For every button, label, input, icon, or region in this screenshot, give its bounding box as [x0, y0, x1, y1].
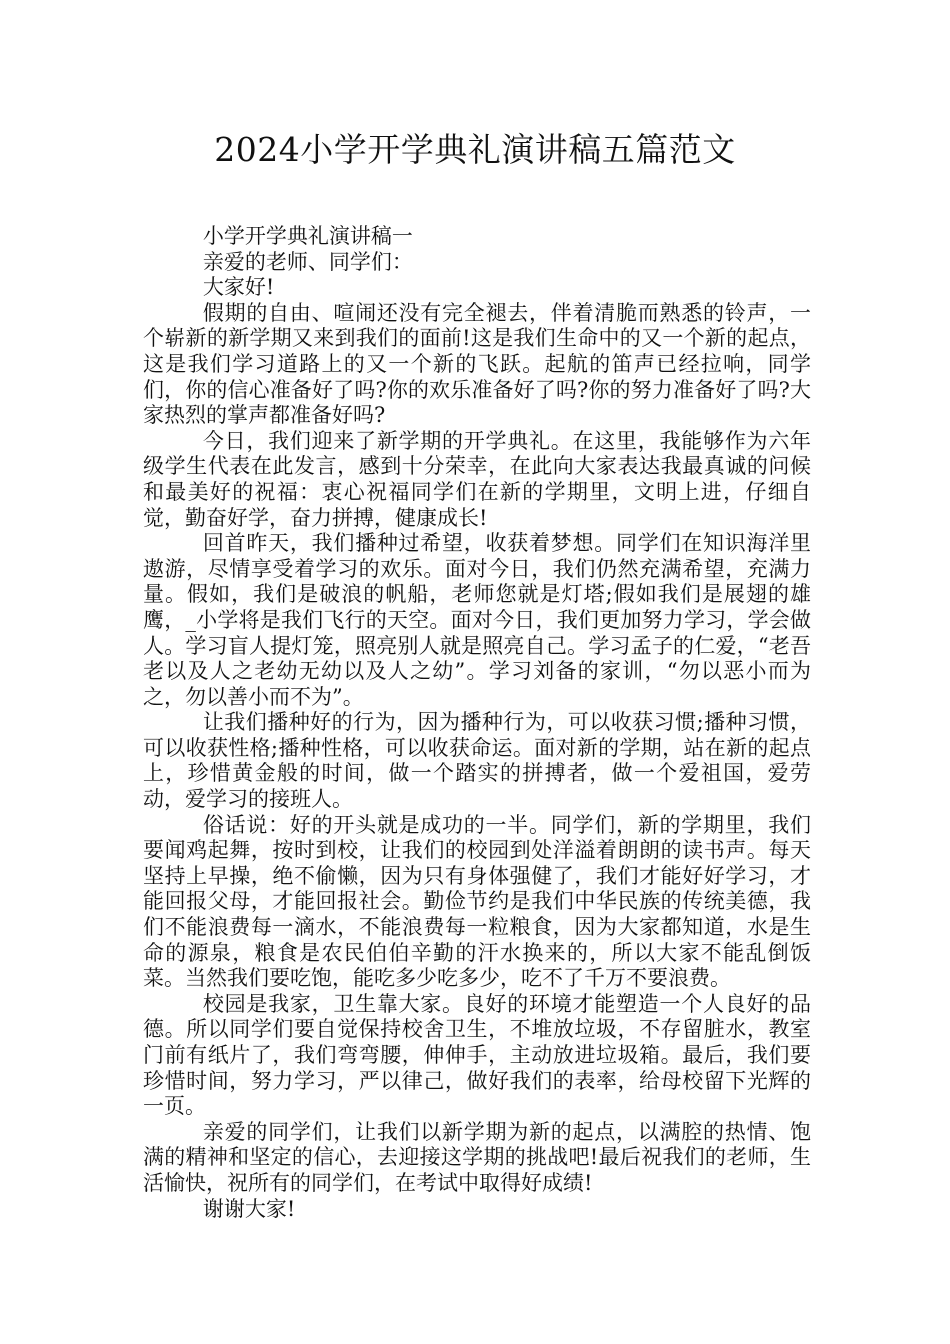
paragraph: 俗话说：好的开头就是成功的一半。同学们，新的学期里，我们要闻鸡起舞，按时到校，让我们的校园到处洋溢着朗朗的读书声。每天坚持上早操，绝不偷懒，因为只有身体强健了，我们才能好好学习，才能回报父母，才能回报社会。勤俭节约是我们中华民族的传统美德，我们不能浪费每一滴水，不能浪费每一粒粮食，因为大家都知道，水是生命的源泉，粮食是农民伯伯辛勤的汗水换来的，所以大家不能乱倒饭菜。当然我们要吃饱，能吃多少吃多少，吃不了千万不要浪费。 — [143, 812, 811, 991]
salutation: 亲爱的老师、同学们： — [202, 249, 413, 274]
paragraph: 今日，我们迎来了新学期的开学典礼。在这里，我能够作为六年级学生代表在此发言，感到十分荣幸，在此向大家表达我最真诚的问候和最美好的祝福：衷心祝福同学们在新的学期里，文明上进，仔细自觉，勤奋好学，奋力拼搏，健康成长! — [143, 428, 811, 530]
paragraph: 亲爱的同学们，让我们以新学期为新的起点，以满腔的热情、饱满的精神和坚定的信心，去迎接这学期的挑战吧!最后祝我们的老师，生活愉快，祝所有的同学们，在考试中取得好成绩! — [143, 1119, 811, 1195]
paragraph: 校园是我家，卫生靠大家。良好的环境才能塑造一个人良好的品德。所以同学们要自觉保持校舍卫生，不堆放垃圾，不存留脏水，教室门前有纸片了，我们弯弯腰，伸伸手，主动放进垃圾箱。最后，我们要珍惜时间，努力学习，严以律己，做好我们的表率，给母校留下光辉的一页。 — [143, 991, 811, 1119]
paragraph: 假期的自由、喧闹还没有完全褪去，伴着清脆而熟悉的铃声，一个崭新的新学期又来到我们的面前!这是我们生命中的又一个新的起点，这是我们学习道路上的又一个新的飞跃。起航的笛声已经拉响，同学们，你的信心准备好了吗?你的欢乐准备好了吗?你的努力准备好了吗?大家热烈的掌声都准备好吗? — [143, 300, 811, 428]
greeting: 大家好! — [202, 275, 275, 300]
document-body — [143, 224, 811, 1222]
paragraph: 让我们播种好的行为，因为播种行为，可以收获习惯;播种习惯，可以收获性格;播种性格，可以收获命运。面对新的学期，站在新的起点上，珍惜黄金般的时间，做一个踏实的拼搏者，做一个爱祖国，爱劳动，爱学习的接班人。 — [143, 710, 811, 812]
section-heading: 小学开学典礼演讲稿一 — [202, 224, 413, 248]
document-title: 2024小学开学典礼演讲稿五篇范文 — [214, 130, 736, 169]
closing: 谢谢大家! — [202, 1196, 296, 1221]
paragraph: 回首昨天，我们播种过希望，收获着梦想。同学们在知识海洋里遨游，尽情享受着学习的欢乐。面对今日，我们仍然充满希望，充满力量。假如，我们是破浪的帆船，老师您就是灯塔;假如我们是展翅的雄鹰，_小学将是我们飞行的天空。面对今日，我们更加努力学习，学会做人。学习盲人提灯笼，照亮别人就是照亮自己。学习孟子的仁爱，“老吾老以及人之老幼无幼以及人之幼”。学习刘备的家训，“勿以恶小而为之，勿以善小而不为”。 — [143, 531, 811, 709]
